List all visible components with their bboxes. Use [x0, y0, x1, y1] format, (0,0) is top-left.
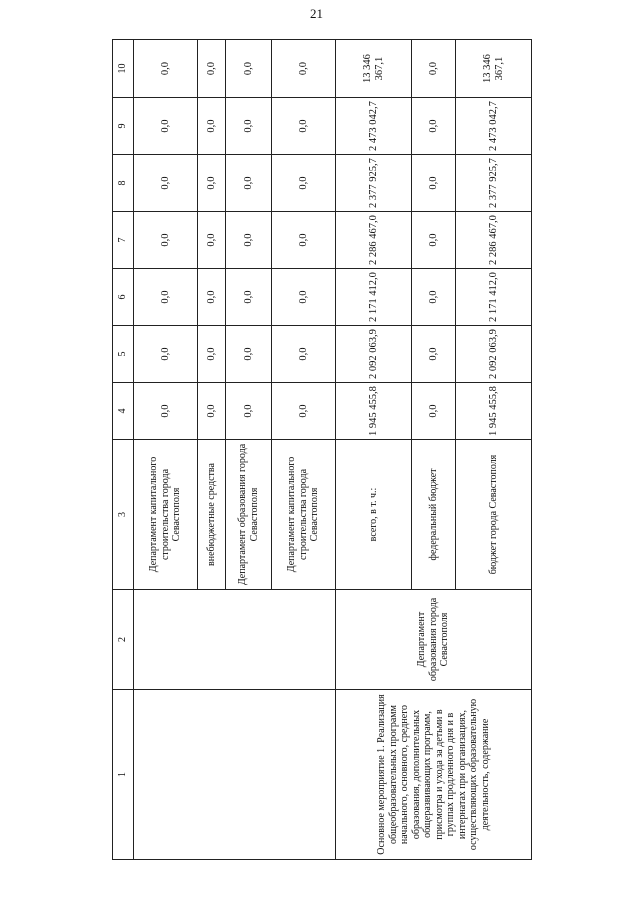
value-cell: 0,0	[134, 40, 198, 98]
value-cell: 0,0	[198, 383, 226, 440]
header-cell: 9	[113, 98, 134, 155]
value-cell: 2 377 925,7	[456, 155, 532, 212]
header-cell: 6	[113, 269, 134, 326]
source-cell: Департамент капитального строительства города Севастополя	[134, 440, 198, 590]
value-cell: 0,0	[411, 212, 455, 269]
value-cell: 0,0	[134, 212, 198, 269]
value-cell: 2 473 042,7	[336, 98, 412, 155]
source-cell: Департамент капитального строительства города Севастополя	[271, 440, 335, 590]
activity-description: Основное мероприятие 1. Реализация общеобразовательных программ начального, основного, среднего образования, дополнительных общеразвивающих программ, присмотра и ухода за детьми в группах продленного дня и в интернатах при организациях, осуществляющих образовательную деятельность, содержание	[336, 690, 532, 860]
value-cell: 2 092 063,9	[456, 326, 532, 383]
page-number: 21	[310, 6, 323, 21]
header-cell: 5	[113, 326, 134, 383]
value-cell: 2 286 467,0	[336, 212, 412, 269]
value-cell: 2 171 412,0	[336, 269, 412, 326]
empty-cell	[134, 690, 336, 860]
value-cell: 0,0	[226, 269, 272, 326]
value-cell: 1 945 455,8	[336, 383, 412, 440]
value-cell: 0,0	[226, 326, 272, 383]
header-cell: 8	[113, 155, 134, 212]
value-cell: 0,0	[411, 98, 455, 155]
table-row	[134, 40, 198, 860]
value-cell: 0,0	[226, 98, 272, 155]
value-cell: 0,0	[134, 326, 198, 383]
value-cell: 0,0	[271, 98, 335, 155]
header-cell: 10	[113, 40, 134, 98]
value-cell: 13 346 367,1	[336, 40, 412, 98]
value-cell: 0,0	[134, 98, 198, 155]
value-cell: 0,0	[134, 269, 198, 326]
header-cell: 1	[113, 690, 134, 860]
value-cell: 0,0	[271, 40, 335, 98]
value-cell: 0,0	[198, 155, 226, 212]
header-cell: 7	[113, 212, 134, 269]
value-cell: 2 377 925,7	[336, 155, 412, 212]
value-cell: 0,0	[411, 383, 455, 440]
value-cell: 0,0	[271, 212, 335, 269]
value-cell: 0,0	[271, 155, 335, 212]
empty-cell	[134, 590, 336, 690]
value-cell: 13 346 367,1	[456, 40, 532, 98]
value-cell: 0,0	[226, 383, 272, 440]
value-cell: 0,0	[271, 269, 335, 326]
value-cell: 0,0	[226, 212, 272, 269]
value-cell: 0,0	[411, 269, 455, 326]
value-cell: 0,0	[411, 155, 455, 212]
value-cell: 0,0	[271, 326, 335, 383]
source-cell: бюджет города Севастополя	[456, 440, 532, 590]
value-cell: 0,0	[411, 326, 455, 383]
value-cell: 0,0	[134, 155, 198, 212]
value-cell: 0,0	[198, 269, 226, 326]
value-cell: 0,0	[198, 40, 226, 98]
budget-table	[112, 39, 532, 860]
table-row	[336, 40, 412, 860]
header-cell: 2	[113, 590, 134, 690]
value-cell: 0,0	[134, 383, 198, 440]
value-cell: 0,0	[226, 155, 272, 212]
value-cell: 2 473 042,7	[456, 98, 532, 155]
value-cell: 0,0	[198, 326, 226, 383]
value-cell: 0,0	[198, 212, 226, 269]
value-cell: 0,0	[271, 383, 335, 440]
value-cell: 2 286 467,0	[456, 212, 532, 269]
source-cell: внебюджетные средства	[198, 440, 226, 590]
value-cell: 1 945 455,8	[456, 383, 532, 440]
header-cell: 4	[113, 383, 134, 440]
table-frame	[112, 40, 532, 860]
source-cell: Департамент образования города Севастополя	[226, 440, 272, 590]
source-cell: всего, в т. ч.:	[336, 440, 412, 590]
value-cell: 2 171 412,0	[456, 269, 532, 326]
value-cell: 0,0	[411, 40, 455, 98]
value-cell: 0,0	[198, 98, 226, 155]
header-row	[113, 40, 134, 860]
value-cell: 2 092 063,9	[336, 326, 412, 383]
header-cell: 3	[113, 440, 134, 590]
source-cell: федеральный бюджет	[411, 440, 455, 590]
responsible-executor: Департамент образования города Севастополя	[336, 590, 532, 690]
value-cell: 0,0	[226, 40, 272, 98]
